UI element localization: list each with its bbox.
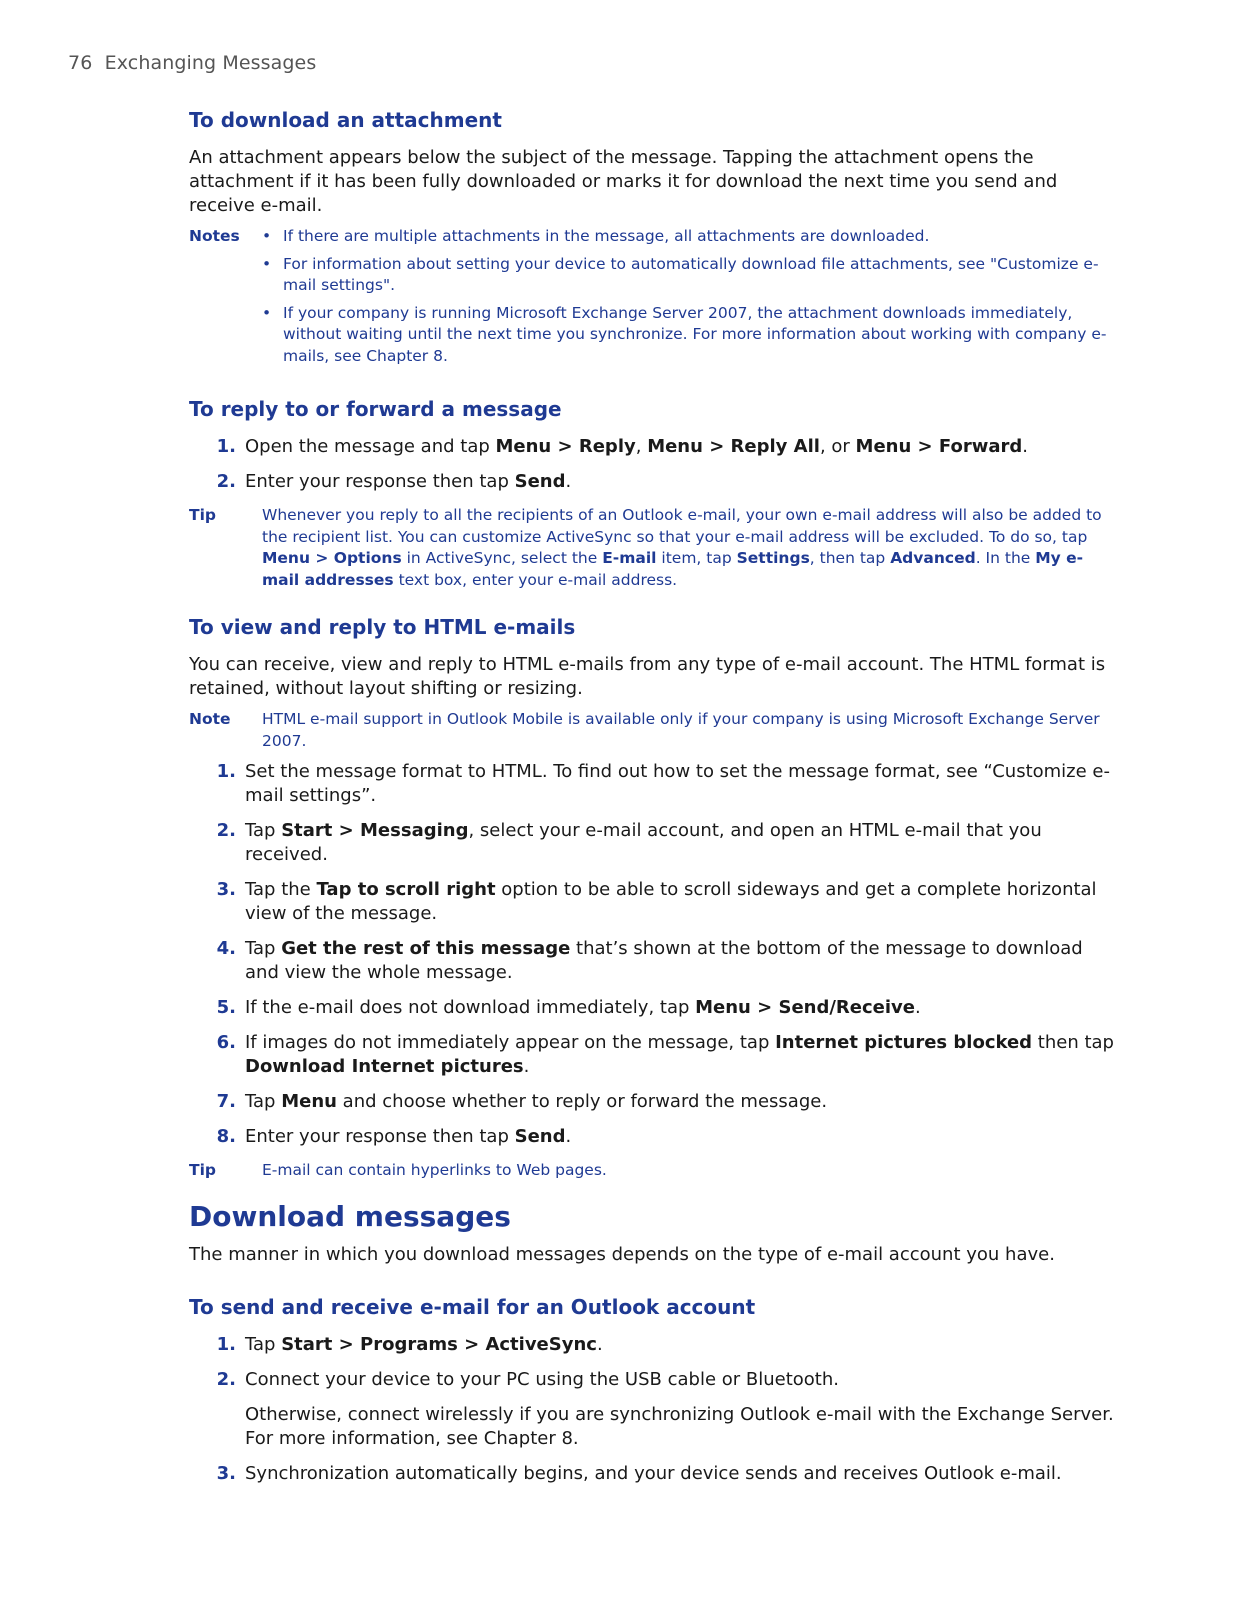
chapter-title: Exchanging Messages xyxy=(104,52,317,74)
notes-block xyxy=(189,226,1114,373)
bullet-icon: • xyxy=(262,254,272,273)
tip-block xyxy=(189,505,1114,591)
step-number: 4. xyxy=(216,938,236,959)
step-number: 2. xyxy=(216,820,236,841)
step-item: 8. Enter your response then tap Send. xyxy=(189,1125,1114,1149)
step-number: 1. xyxy=(216,436,236,457)
step-item: 6. If images do not immediately appear on the message, tap Internet pictures blocked then tap Download Internet pictures. xyxy=(189,1031,1114,1079)
paragraph: You can receive, view and reply to HTML e-mails from any type of e-mail account. The HTML format is retained, without layout shifting or resizing. xyxy=(189,654,1106,699)
step-item: 1. Open the message and tap Menu > Reply, Menu > Reply All, or Menu > Forward. xyxy=(189,435,1114,459)
step-item: 5. If the e-mail does not download immediately, tap Menu > Send/Receive. xyxy=(189,996,1114,1020)
section-heading-outlook-account: To send and receive e-mail for an Outlook account xyxy=(189,1294,756,1319)
step-number: 6. xyxy=(216,1032,236,1053)
note-text: HTML e-mail support in Outlook Mobile is available only if your company is using Microsoft Exchange Server 2007. xyxy=(262,710,1100,750)
section-heading-download-attachment: To download an attachment xyxy=(189,108,502,132)
section-heading-html-emails: To view and reply to HTML e-mails xyxy=(189,615,576,639)
step-item: 2. Connect your device to your PC using the USB cable or Bluetooth. xyxy=(189,1368,1114,1392)
note-item: • If your company is running Microsoft Exchange Server 2007, the attachment downloads immediately, without waiting until the next time you synchronize. For more information about working with company e-mails, see Chapter 8. xyxy=(262,303,1107,365)
step-item: 3. Synchronization automatically begins, and your device sends and receives Outlook e-mail. xyxy=(189,1462,1114,1486)
step-number: 3. xyxy=(216,879,236,900)
step-number: 2. xyxy=(216,471,236,492)
step-number: 2. xyxy=(216,1368,236,1390)
step-item: 1. Set the message format to HTML. To find out how to set the message format, see “Customize e-mail settings”. xyxy=(189,760,1114,808)
tip-text: E-mail can contain hyperlinks to Web pages. xyxy=(262,1161,607,1179)
section-heading-download-messages: Download messages xyxy=(189,1199,511,1233)
step-item: 2. Tap Start > Messaging, select your e-mail account, and open an HTML e-mail that you received. xyxy=(189,819,1114,867)
tip-label: Tip xyxy=(189,1161,216,1179)
paragraph: The manner in which you download messages depends on the type of e-mail account you have. xyxy=(189,1243,1055,1265)
note-item: • If there are multiple attachments in the message, all attachments are downloaded. xyxy=(262,226,1114,248)
step-number: 1. xyxy=(216,1333,236,1355)
tip-block xyxy=(189,1160,1114,1182)
note-item: • For information about setting your device to automatically download file attachments, see "Customize e-mail settings". xyxy=(262,254,1099,294)
notes-label: Notes xyxy=(189,227,240,245)
tip-label: Tip xyxy=(189,506,216,524)
step-item: 7. Tap Menu and choose whether to reply or forward the message. xyxy=(189,1090,1114,1114)
step-number: 1. xyxy=(216,761,236,782)
page-header xyxy=(68,52,316,74)
step-number: 3. xyxy=(216,1462,236,1484)
step-item: 1. Tap Start > Programs > ActiveSync. xyxy=(189,1333,1114,1357)
note-label: Note xyxy=(189,710,231,728)
page-number: 76 xyxy=(68,52,93,74)
paragraph: An attachment appears below the subject of the message. Tapping the attachment opens the attachment if it has been fully downloaded or marks it for download the next time you send and receive e-mail. xyxy=(189,147,1058,216)
step-number: 8. xyxy=(216,1126,236,1147)
step-number: 5. xyxy=(216,997,236,1018)
note-block xyxy=(189,709,1114,752)
tip-text: Whenever you reply to all the recipients of an Outlook e-mail, your own e-mail address will also be added to the recipient list. You can customize ActiveSync so that your e-mail address will be excluded. To do so, tap Menu > Options in ActiveSync, select the E-mail item, tap Settings, then tap Advanced. In the My e-mail addresses text box, enter your e-mail address. xyxy=(262,506,1102,589)
bullet-icon: • xyxy=(262,227,272,245)
step-item: 4. Tap Get the rest of this message that’s shown at the bottom of the message to download and view the whole message. xyxy=(189,937,1114,985)
step-item: 3. Tap the Tap to scroll right option to be able to scroll sideways and get a complete horizontal view of the message. xyxy=(189,878,1114,926)
bullet-icon: • xyxy=(262,303,272,322)
step-continuation: Otherwise, connect wirelessly if you are synchronizing Outlook e-mail with the Exchange Server. For more information, see Chapter 8. xyxy=(245,1403,1114,1449)
step-number: 7. xyxy=(216,1091,236,1112)
step-item: 2. Enter your response then tap Send. xyxy=(189,470,1114,494)
page-content xyxy=(189,108,1114,1497)
section-heading-reply-forward: To reply to or forward a message xyxy=(189,397,562,421)
